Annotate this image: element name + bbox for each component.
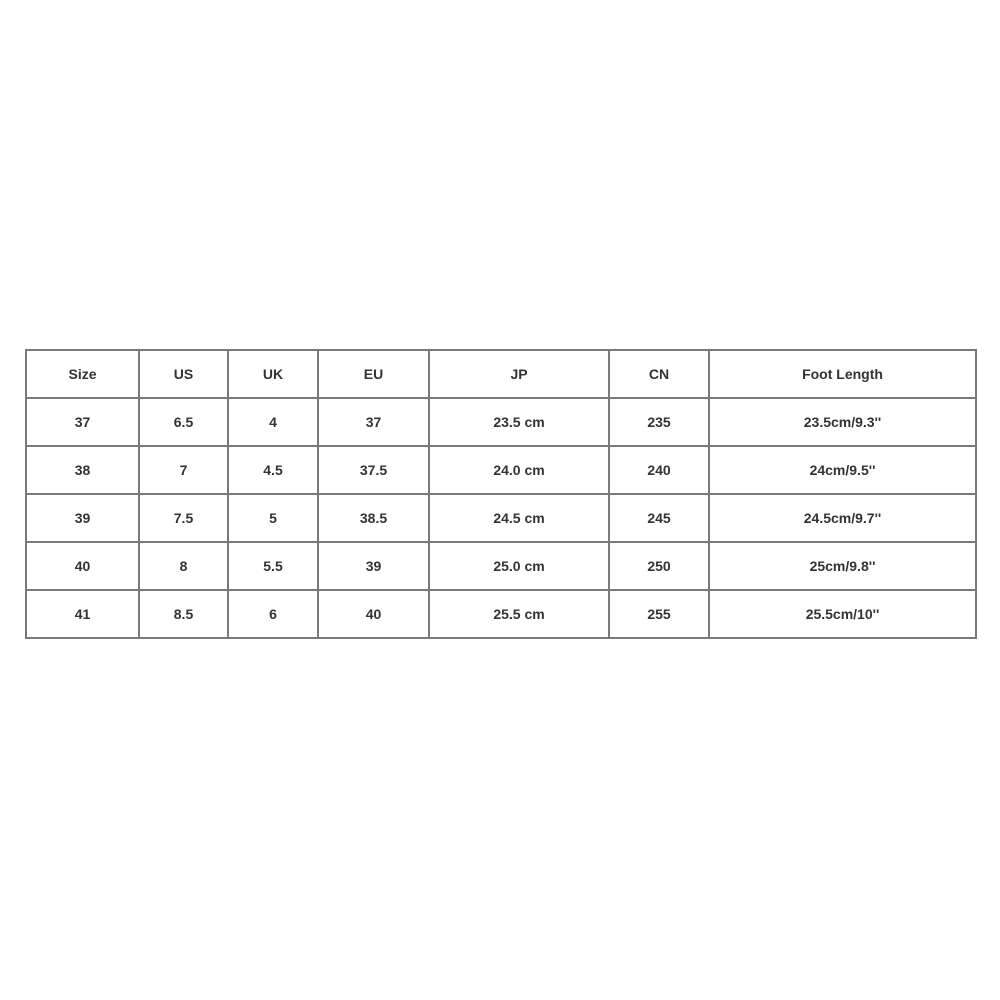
cell-us: 6.5 (139, 398, 228, 446)
cell-cn: 245 (609, 494, 709, 542)
table-row (26, 398, 976, 446)
cell-jp: 24.5 cm (429, 494, 609, 542)
cell-jp: 23.5 cm (429, 398, 609, 446)
cell-us: 8.5 (139, 590, 228, 638)
cell-us: 7 (139, 446, 228, 494)
table-row (26, 542, 976, 590)
header-uk: UK (228, 350, 318, 398)
cell-jp: 25.5 cm (429, 590, 609, 638)
header-foot-length: Foot Length (709, 350, 976, 398)
cell-jp: 25.0 cm (429, 542, 609, 590)
cell-eu: 38.5 (318, 494, 429, 542)
table-header-row (26, 350, 976, 398)
cell-cn: 240 (609, 446, 709, 494)
cell-size: 37 (26, 398, 139, 446)
cell-eu: 37.5 (318, 446, 429, 494)
cell-foot-length: 25.5cm/10'' (709, 590, 976, 638)
cell-foot-length: 24cm/9.5'' (709, 446, 976, 494)
cell-us: 8 (139, 542, 228, 590)
cell-uk: 5.5 (228, 542, 318, 590)
cell-us: 7.5 (139, 494, 228, 542)
header-size: Size (26, 350, 139, 398)
cell-eu: 40 (318, 590, 429, 638)
cell-foot-length: 23.5cm/9.3'' (709, 398, 976, 446)
cell-foot-length: 24.5cm/9.7'' (709, 494, 976, 542)
cell-uk: 5 (228, 494, 318, 542)
cell-eu: 37 (318, 398, 429, 446)
cell-size: 38 (26, 446, 139, 494)
header-eu: EU (318, 350, 429, 398)
cell-eu: 39 (318, 542, 429, 590)
cell-uk: 4.5 (228, 446, 318, 494)
cell-size: 41 (26, 590, 139, 638)
cell-size: 39 (26, 494, 139, 542)
cell-uk: 4 (228, 398, 318, 446)
cell-cn: 255 (609, 590, 709, 638)
header-us: US (139, 350, 228, 398)
cell-uk: 6 (228, 590, 318, 638)
size-chart-table (25, 349, 977, 639)
header-jp: JP (429, 350, 609, 398)
cell-size: 40 (26, 542, 139, 590)
cell-foot-length: 25cm/9.8'' (709, 542, 976, 590)
table-row (26, 590, 976, 638)
cell-cn: 250 (609, 542, 709, 590)
table-row (26, 494, 976, 542)
cell-cn: 235 (609, 398, 709, 446)
header-cn: CN (609, 350, 709, 398)
table-row (26, 446, 976, 494)
cell-jp: 24.0 cm (429, 446, 609, 494)
